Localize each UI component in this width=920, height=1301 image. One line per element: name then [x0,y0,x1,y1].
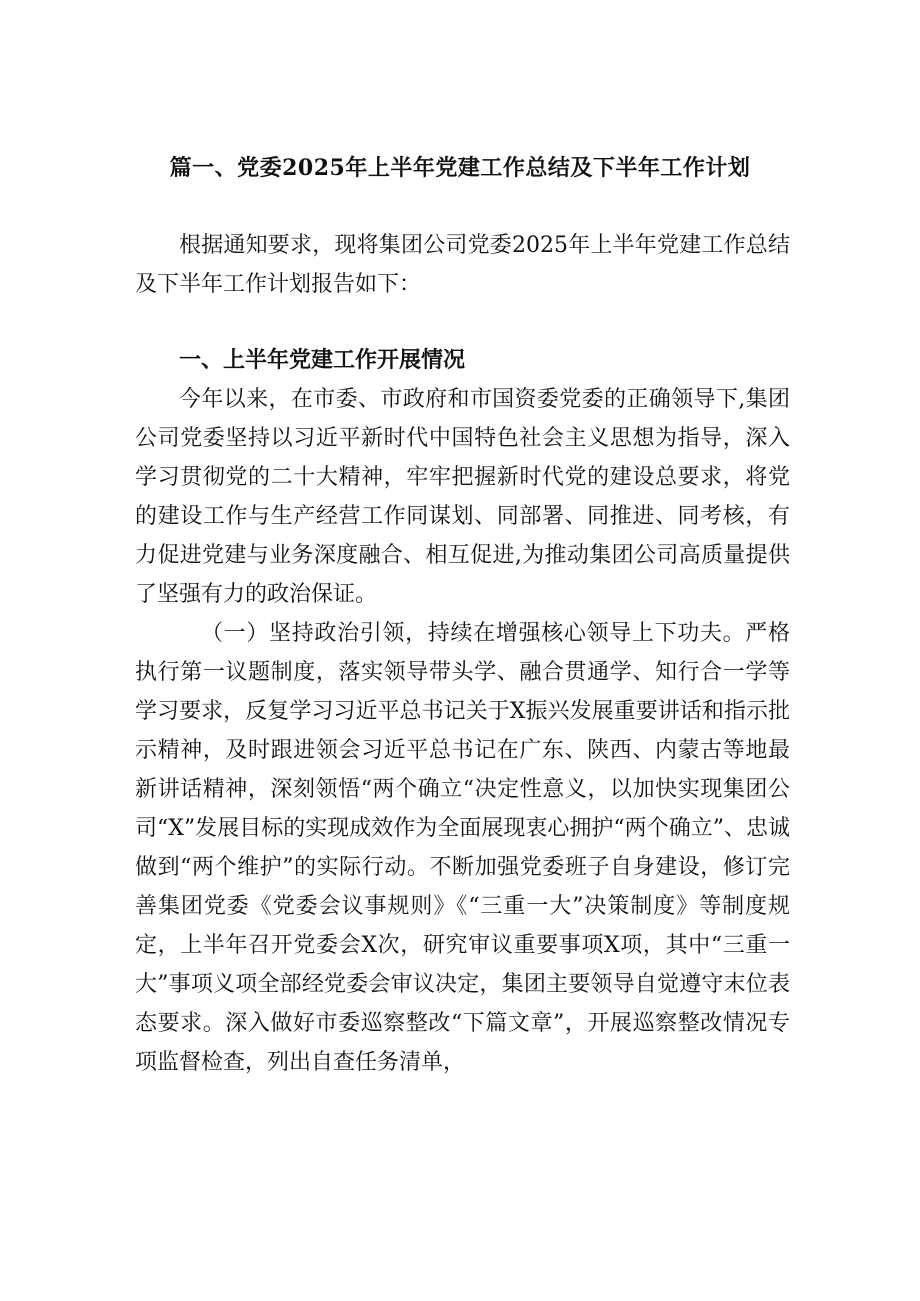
paragraph-1-block [135,380,790,614]
paragraph-2-block [135,614,790,1082]
document-title: 篇一、党委2025年上半年党建工作总结及下半年工作计划 [169,155,751,181]
paragraph-1: 今年以来，在市委、市政府和市国资委党委的正确领导下,集团公司党委坚持以习近平新时代中国特色社会主义思想为指导，深入学习贯彻党的二十大精神，牢牢把握新时代党的建设总要求，将党的建设工作与生产经营工作同谋划、同部署、同推进、同考核，有力促进党建与业务深度融合、相互促进,为推动集团公司高质量提供了坚强有力的政治保证。 [135,387,790,607]
section-heading-block [135,341,790,380]
intro-paragraph: 根据通知要求，现将集团公司党委2025年上半年党建工作总结及下半年工作计划报告如下： [135,233,790,297]
intro-block [135,226,790,304]
section-1-heading: 一、上半年党建工作开展情况 [179,347,466,373]
paragraph-2: （一）坚持政治引领，持续在增强核心领导上下功夫。严格执行第一议题制度，落实领导带头学、融合贯通学、知行合一学等学习要求，反复学习习近平总书记关于X振兴发展重要讲话和指示批示精神，及时跟进领会习近平总书记在广东、陕西、内蒙古等地最新讲话精神，深刻领悟“两个确立“决定性意义，以加快实现集团公司“X”发展目标的实现成效作为全面展现衷心拥护“两个确立”、忠诚做到“两个维护”的实际行动。不断加强党委班子自身建设，修订完善集团党委《党委会议事规则》《“三重一大”决策制度》等制度规定，上半年召开党委会X次，研究审议重要事项X项，其中“三重一大”事项义项全部经党委会审议决定，集团主要领导自觉遵守末位表态要求。深入做好市委巡察整改“下篇文章”，开展巡察整改情况专项监督检查，列出自查任务清单， [135,621,790,1075]
